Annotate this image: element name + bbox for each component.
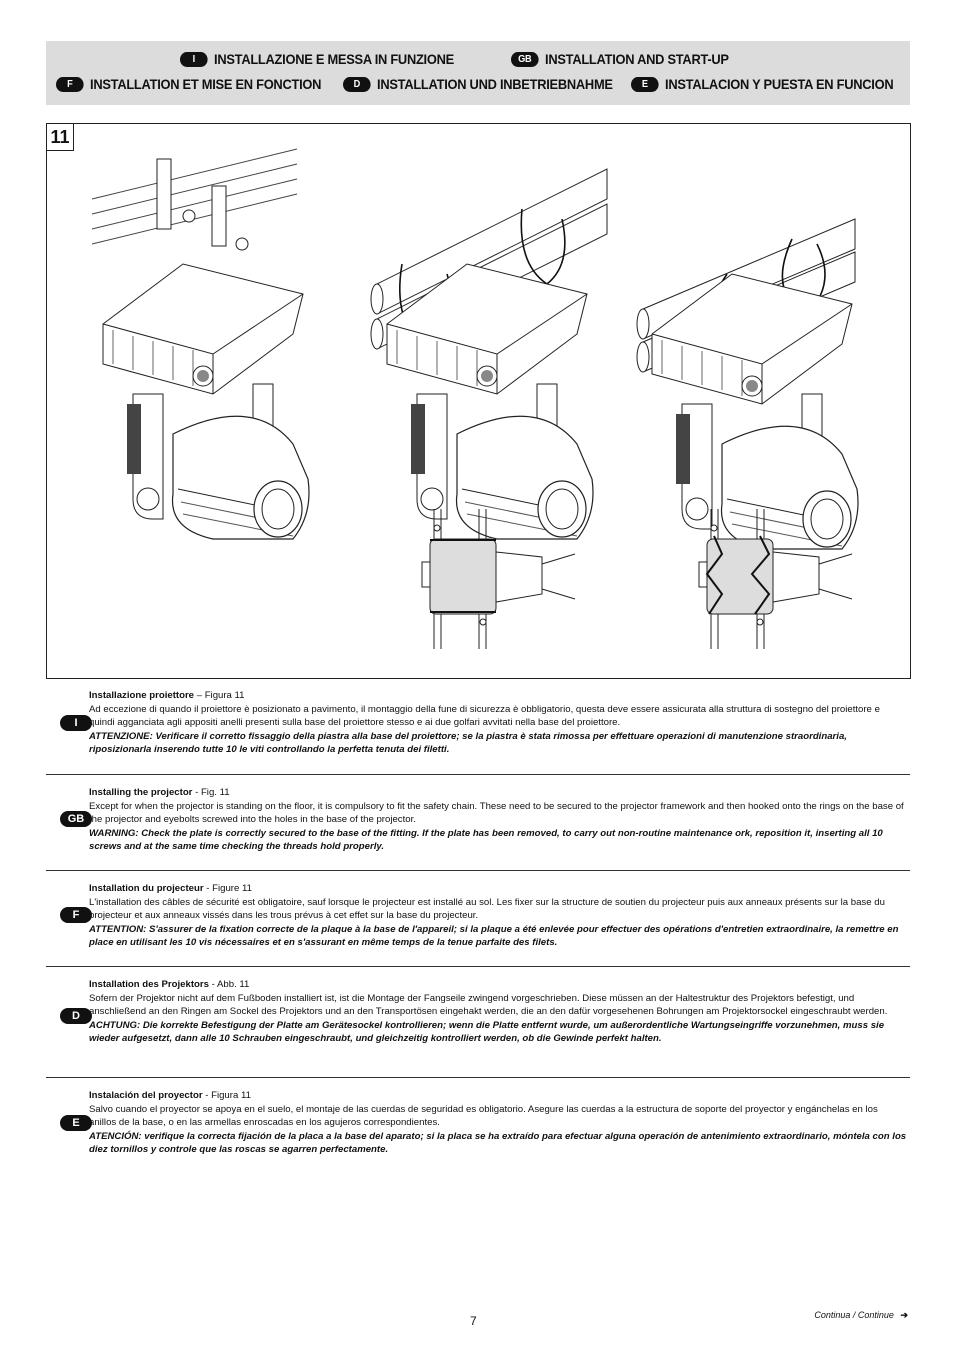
section-title: Instalación del proyector	[89, 1090, 203, 1101]
section-ref: - Abb. 11	[208, 979, 250, 990]
continue-label: Continua / Continue	[814, 1310, 894, 1320]
header-title: INSTALLATION UND INBETRIEBNAHME	[377, 76, 613, 92]
divider	[46, 870, 910, 871]
header-title: INSTALACION Y PUESTA EN FUNCION	[665, 76, 894, 92]
divider	[46, 966, 910, 967]
section-text	[89, 978, 907, 1046]
section-warning: WARNING: Check the plate is correctly secured to the base of the fitting. If the plate has been removed, to carry out non-routine maintenance ork, reposition it, inserting all 10 screws and at the same time checking the threads hold properly.	[89, 827, 883, 853]
section-body: L'installation des câbles de sécurité est obligatoire, sauf lorsque le projecteur est installé au sol. Les fixer sur la structure de soutien du projecteur puis aux anneaux présents sur la base du projecteur et aux anneaux vissés dans les trous prévus à cet effet sur la base du projecteur.	[89, 896, 885, 922]
section-body: Sofern der Projektor nicht auf dem Fußboden installiert ist, ist die Montage der Fangseile zwingend vorgeschrieben. Diese müssen an der Haltestruktur des Projektors befestigt, und anschließend an den Ringen am Sockel des Projektors und an den Transportösen eingehakt werden, die an den dafür vorgesehenen Bohrungen am Projektorsockel eingeschraubt werden.	[89, 992, 888, 1018]
projector-on-truss-chain	[637, 219, 858, 549]
section-ref: - Figure 11	[203, 883, 252, 894]
lang-badge: E	[631, 77, 659, 92]
installation-illustration	[47, 124, 910, 678]
section-it	[46, 683, 910, 773]
page-number: 7	[470, 1314, 477, 1328]
lang-badge: GB	[60, 811, 92, 827]
section-title: Installation des Projektors	[89, 979, 209, 990]
header-title: INSTALLAZIONE E MESSA IN FUNZIONE	[214, 51, 454, 67]
section-title: Installation du projecteur	[89, 883, 204, 894]
section-body: Salvo cuando el proyector se apoya en el suelo, el montaje de las cuerdas de seguridad es obligatorio. Asegure las cuerdas a la estructura de soporte del proyector y engánchelas en los anillos de la base, o en las armellas enroscadas en los agujeros correspondientes.	[89, 1103, 878, 1129]
section-body: Ad eccezione di quando il proiettore è posizionato a pavimento, il montaggio della fune di sicurezza è obbligatorio, questa deve essere assicurata alla struttura di sostegno del proiettore e quindi agganciata agli appositi anelli presenti sulla base del proiettore stesso e ai due golfari avvitati nella base del proiettore.	[89, 703, 880, 729]
lang-badge: D	[343, 77, 371, 92]
section-text	[89, 689, 907, 757]
projector-with-clamps	[92, 149, 309, 539]
lang-badge: I	[60, 715, 92, 731]
arrow-right-icon: ➔	[900, 1310, 908, 1320]
header-row-1	[180, 51, 454, 67]
lang-badge: D	[60, 1008, 92, 1024]
header-row-1b	[511, 51, 729, 67]
projector-on-truss	[371, 169, 607, 539]
header-row-2c	[631, 76, 893, 92]
section-fr	[46, 870, 910, 965]
lang-badge: GB	[511, 52, 539, 67]
section-de	[46, 966, 910, 1076]
section-warning: ATENCIÓN: verifique la correcta fijación de la placa a la base del aparato; si la placa se ha extraído para efectuar alguna operación de antenimiento extraordinario, móntela con los diez tornillos y controle que las roscas se agarren perfectamente.	[89, 1130, 907, 1156]
divider	[46, 774, 910, 775]
section-text	[89, 786, 907, 854]
lang-badge: F	[56, 77, 84, 92]
section-ref: – Figura 11	[194, 690, 245, 701]
section-text	[89, 882, 907, 950]
figure-11	[46, 123, 911, 679]
section-ref: - Fig. 11	[192, 787, 230, 798]
continue-note	[814, 1310, 908, 1321]
lang-badge: E	[60, 1115, 92, 1131]
lang-badge: I	[180, 52, 208, 67]
section-ref: - Figura 11	[202, 1090, 251, 1101]
section-es	[46, 1077, 910, 1172]
divider	[46, 1077, 910, 1078]
header-title: INSTALLATION ET MISE EN FONCTION	[90, 76, 322, 92]
section-warning: ATTENZIONE: Verificare il corretto fissaggio della piastra alla base del proiettore; se la piastra è stata rimossa per effettuare operazioni di manutenzione straordinaria, riposizionarla inserendo tutte 10 le viti controllando la perfetta tenuta dei filetti.	[89, 730, 847, 756]
section-warning: ACHTUNG: Die korrekte Befestigung der Platte am Gerätesockel kontrollieren; wenn die Platte entfernt wurde, um außerordentliche Wartungseingriffe vorzunehmen, muss sie wieder aufgesetzt, dann alle 10 Schrauben eingeschraubt, und gleichzeitig kontrolliert werden, ob die Gewinde perfekt halten.	[89, 1019, 885, 1045]
section-warning: ATTENTION: S'assurer de la fixation correcte de la plaque à la base de l'appareil; si la plaque a été enlevée pour effectuer des opérations d'entretien extraordinaire, la remettre en place en utilisant les 10 vis nécessaires et en s'assurant en même temps de la tenue parfaite des filets.	[89, 923, 899, 949]
section-text	[89, 1089, 907, 1157]
header-title: INSTALLATION AND START-UP	[545, 51, 729, 67]
figure-number: 11	[47, 124, 74, 151]
section-body: Except for when the projector is standing on the floor, it is compulsory to fit the safety chain. These need to be secured to the projector framework and then hooked onto the rings on the base of the projector and eyebolts screwed into the holes in the base of the projector.	[89, 800, 904, 826]
section-title: Installazione proiettore	[89, 690, 195, 701]
lang-badge: F	[60, 907, 92, 923]
section-gb	[46, 774, 910, 869]
header-band	[46, 41, 910, 105]
header-row-2a	[56, 76, 321, 92]
section-title: Installing the projector	[89, 787, 193, 798]
header-row-2b	[343, 76, 613, 92]
